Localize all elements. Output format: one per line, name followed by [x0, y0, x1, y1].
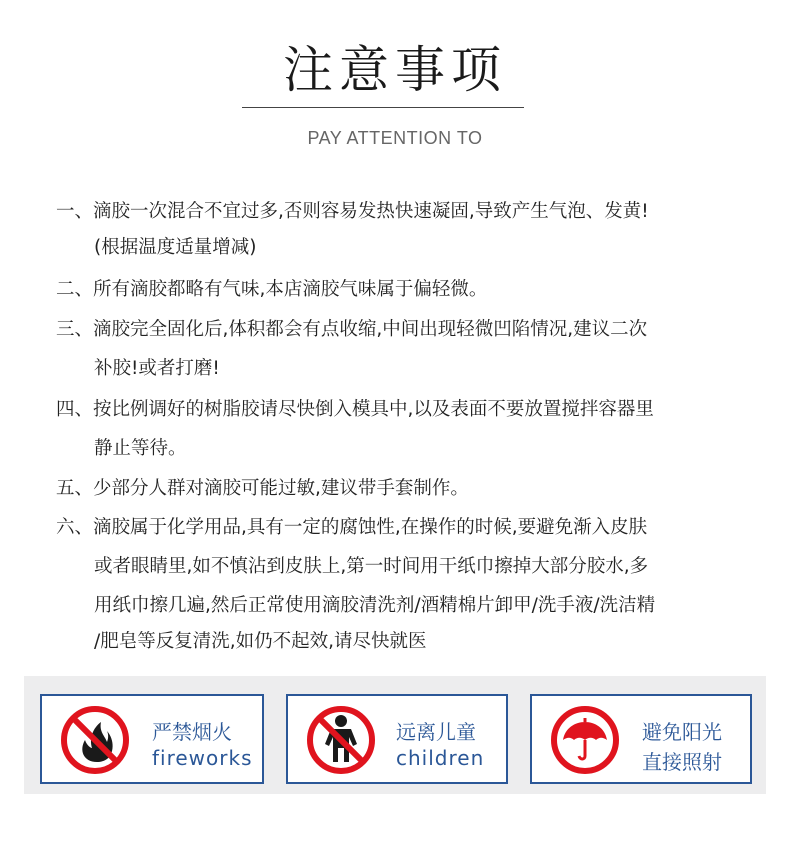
sign-keep-from-children [286, 694, 508, 784]
sign-no-fire-subtitle: fireworks [152, 746, 253, 770]
note-1-line-2: (根据温度适量增减) [94, 237, 257, 258]
note-1-line-1: 一、滴胶一次混合不宜过多,否则容易发热快速凝固,导致产生气泡、发黄! [56, 201, 649, 222]
no-fire-icon [59, 704, 131, 776]
title-divider [242, 107, 524, 108]
sign-no-fire-title: 严禁烟火 [152, 720, 232, 744]
note-6-line-2: 或者眼睛里,如不慎沾到皮肤上,第一时间用干纸巾擦掉大部分胶水,多 [94, 556, 649, 577]
note-3-line-1: 三、滴胶完全固化后,体积都会有点收缩,中间出现轻微凹陷情况,建议二次 [56, 319, 648, 340]
sign-avoid-sunlight [530, 694, 752, 784]
sign-keep-from-children-title: 远离儿童 [396, 720, 476, 744]
sign-no-fire [40, 694, 264, 784]
sign-avoid-sunlight-subtitle: 直接照射 [642, 750, 722, 774]
sign-keep-from-children-subtitle: children [396, 746, 485, 770]
note-2-line-1: 二、所有滴胶都略有气味,本店滴胶气味属于偏轻微。 [56, 279, 488, 300]
note-6-line-4: /肥皂等反复清洗,如仍不起效,请尽快就医 [94, 631, 427, 652]
note-3-line-2: 补胶!或者打磨! [94, 358, 220, 379]
note-5-line-1: 五、少部分人群对滴胶可能过敏,建议带手套制作。 [56, 478, 469, 499]
note-6-line-1: 六、滴胶属于化学用品,具有一定的腐蚀性,在操作的时候,要避免渐入皮肤 [56, 517, 648, 538]
avoid-sun-icon [549, 704, 621, 776]
sign-avoid-sunlight-title: 避免阳光 [642, 720, 722, 744]
warning-signs-panel [24, 676, 766, 794]
page-subtitle: PAY ATTENTION TO [307, 128, 483, 148]
note-4-line-1: 四、按比例调好的树脂胶请尽快倒入模具中,以及表面不要放置搅拌容器里 [56, 399, 654, 420]
no-children-icon [305, 704, 377, 776]
note-6-line-3: 用纸巾擦几遍,然后正常使用滴胶清洗剂/酒精棉片卸甲/洗手液/洗洁精 [94, 595, 656, 616]
page-title: 注意事项 [283, 41, 507, 99]
note-4-line-2: 静止等待。 [94, 438, 187, 459]
